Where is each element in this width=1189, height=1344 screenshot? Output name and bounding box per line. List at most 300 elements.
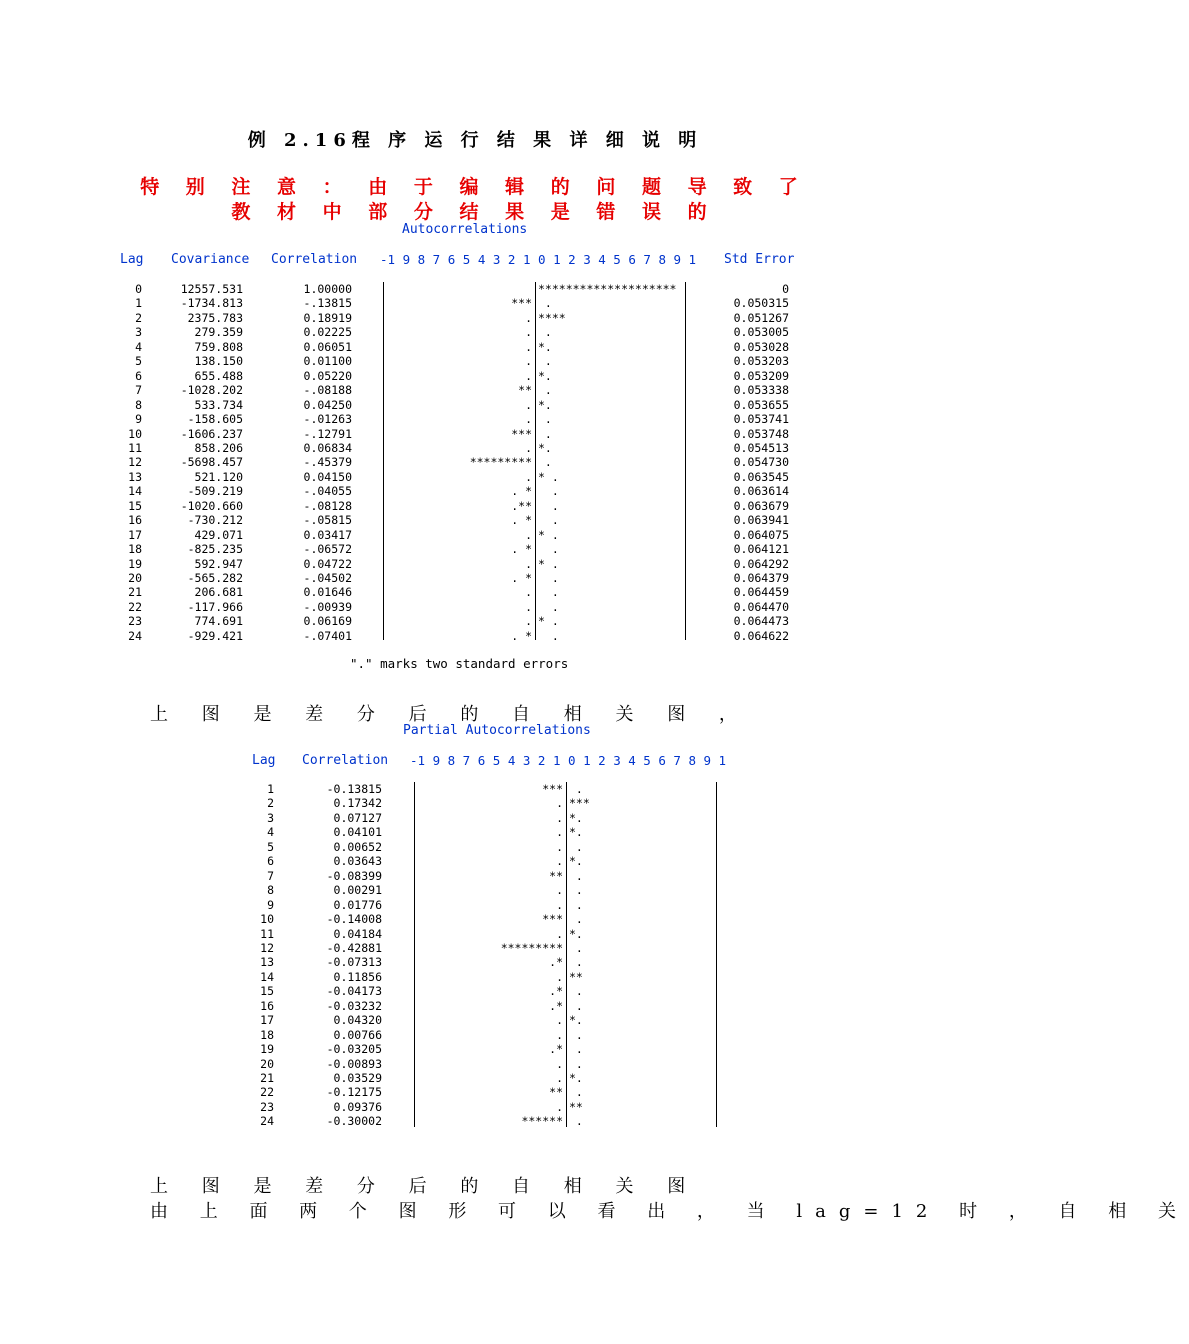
std-error-cell: 0.054513	[733, 440, 789, 455]
covariance-cell: -117.966	[187, 599, 243, 614]
negative-bar: **	[518, 383, 532, 398]
positive-bar: *.	[569, 1013, 583, 1028]
std-error-cell: 0.064292	[733, 556, 789, 571]
positive-bar: .	[538, 542, 559, 557]
table-row	[0, 528, 950, 543]
table-row	[0, 614, 950, 629]
table-row	[0, 484, 950, 499]
lag-cell: 1	[135, 296, 142, 311]
covariance-cell: -929.421	[187, 628, 243, 643]
correlation-cell: 0.03529	[333, 1071, 382, 1085]
lag-cell: 4	[267, 825, 274, 840]
correlation-cell: -0.13815	[326, 782, 382, 796]
lag-cell: 7	[267, 868, 274, 883]
positive-bar: .	[538, 354, 552, 369]
negative-bar: .	[525, 354, 532, 369]
lag-cell: 20	[128, 571, 142, 585]
correlation-cell: 0.04184	[333, 926, 382, 941]
negative-bar: .	[556, 1027, 563, 1042]
lag-cell: 22	[260, 1085, 274, 1100]
std-error-cell: 0.050315	[733, 296, 789, 311]
table-row	[0, 398, 950, 413]
positive-bar: * .	[538, 614, 559, 629]
correlation-cell: -.01263	[303, 412, 352, 427]
positive-bar: *.	[538, 440, 552, 455]
std-error-cell: 0.063545	[733, 469, 789, 484]
std-error-cell: 0.053741	[733, 412, 789, 427]
table-row	[0, 571, 950, 586]
acf-col-scale: -1 9 8 7 6 5 4 3 2 1 0 1 2 3 4 5 6 7 8 9 1	[380, 252, 697, 267]
std-error-cell: 0.064473	[733, 614, 789, 629]
table-row	[0, 796, 950, 811]
acf-col-correlation: Correlation	[271, 252, 358, 267]
table-row	[0, 311, 950, 326]
positive-bar: .	[569, 1085, 583, 1100]
lag-cell: 18	[260, 1027, 274, 1042]
negative-bar: ***	[542, 782, 563, 796]
covariance-cell: -509.219	[187, 484, 243, 499]
covariance-cell: 592.947	[194, 556, 243, 571]
acf-col-lag: Lag	[120, 252, 144, 267]
std-error-cell: 0.064470	[733, 599, 789, 614]
positive-bar: .	[538, 571, 559, 585]
negative-bar: .	[556, 897, 563, 912]
table-row	[0, 825, 950, 840]
correlation-cell: 0.01100	[303, 354, 352, 369]
covariance-cell: -1606.237	[180, 426, 243, 441]
correlation-cell: 0.03417	[303, 527, 352, 542]
positive-bar: *.	[569, 926, 583, 941]
negative-bar: .	[556, 810, 563, 825]
covariance-cell: 279.359	[194, 325, 243, 340]
correlation-cell: 0.02225	[303, 325, 352, 340]
lag-cell: 10	[128, 426, 142, 441]
table-row	[0, 941, 950, 956]
negative-bar: .	[556, 883, 563, 898]
lag-cell: 24	[260, 1114, 274, 1129]
negative-bar: .	[556, 839, 563, 854]
negative-bar: .	[556, 1071, 563, 1085]
table-row	[0, 927, 950, 942]
negative-bar: .	[525, 599, 532, 614]
correlation-cell: -0.04173	[326, 984, 382, 999]
correlation-cell: -0.12175	[326, 1085, 382, 1100]
table-row	[0, 999, 950, 1014]
positive-bar: .	[569, 1056, 583, 1071]
negative-bar: .	[525, 440, 532, 455]
positive-bar: .	[569, 940, 583, 955]
table-row	[0, 557, 950, 572]
lag-cell: 16	[128, 513, 142, 528]
positive-bar: .	[569, 897, 583, 912]
correlation-cell: 0.04150	[303, 469, 352, 484]
positive-bar: .	[538, 455, 552, 470]
negative-bar: .	[556, 825, 563, 840]
correlation-cell: 1.00000	[303, 282, 352, 296]
std-error-cell: 0.051267	[733, 310, 789, 325]
covariance-cell: -158.605	[187, 412, 243, 427]
std-error-cell: 0.063614	[733, 484, 789, 499]
lag-cell: 24	[128, 628, 142, 643]
std-error-cell: 0.053655	[733, 397, 789, 412]
lag-cell: 4	[135, 339, 142, 354]
paragraph-pacf-caption: 上 图 是 差 分 后 的 自 相 关 图	[150, 1176, 700, 1197]
positive-bar: .	[569, 912, 583, 927]
correlation-cell: -0.14008	[326, 912, 382, 927]
positive-bar: .	[538, 383, 552, 398]
covariance-cell: -825.235	[187, 542, 243, 557]
positive-bar: .	[538, 628, 559, 643]
negative-bar: .	[525, 585, 532, 600]
correlation-cell: 0.01776	[333, 897, 382, 912]
acf-heading: Autocorrelations	[402, 222, 528, 237]
correlation-cell: -.00939	[303, 599, 352, 614]
positive-bar: * .	[538, 556, 559, 571]
table-row	[0, 898, 950, 913]
correlation-cell: -0.30002	[326, 1114, 382, 1129]
covariance-cell: -730.212	[187, 513, 243, 528]
positive-bar: .	[538, 296, 552, 311]
negative-bar: .**	[511, 498, 532, 513]
table-row	[0, 912, 950, 927]
correlation-cell: 0.03643	[333, 854, 382, 869]
correlation-cell: -.07401	[303, 628, 352, 643]
negative-bar: .	[525, 412, 532, 427]
positive-bar: * .	[538, 527, 559, 542]
correlation-cell: -.05815	[303, 513, 352, 528]
covariance-cell: -1028.202	[180, 383, 243, 398]
acf-col-covariance: Covariance	[171, 252, 250, 267]
positive-bar: .	[569, 1042, 583, 1057]
covariance-cell: 774.691	[194, 614, 243, 629]
positive-bar: .	[538, 484, 559, 499]
std-error-cell: 0.053203	[733, 354, 789, 369]
positive-bar: .	[569, 839, 583, 854]
acf-col-std-error: Std Error	[724, 252, 795, 267]
std-error-cell: 0.053338	[733, 383, 789, 398]
table-row	[0, 955, 950, 970]
positive-bar: ********************	[538, 282, 677, 296]
positive-bar: *.	[569, 825, 583, 840]
correlation-cell: 0.04101	[333, 825, 382, 840]
negative-bar: .	[525, 397, 532, 412]
lag-cell: 18	[128, 542, 142, 557]
lag-cell: 11	[260, 926, 274, 941]
negative-bar: .	[556, 854, 563, 869]
covariance-cell: 858.206	[194, 440, 243, 455]
lag-cell: 15	[260, 984, 274, 999]
correlation-cell: 0.00652	[333, 839, 382, 854]
covariance-cell: 206.681	[194, 585, 243, 600]
positive-bar: .	[569, 883, 583, 898]
lag-cell: 0	[135, 282, 142, 296]
std-error-cell: 0.064075	[733, 527, 789, 542]
table-row	[0, 840, 950, 855]
table-row	[0, 811, 950, 826]
positive-bar: .	[538, 325, 552, 340]
std-error-cell: 0.064459	[733, 585, 789, 600]
positive-bar: *.	[538, 397, 552, 412]
negative-bar: ******	[521, 1114, 563, 1129]
table-row	[0, 470, 950, 485]
correlation-cell: 0.17342	[333, 796, 382, 811]
negative-bar: .	[525, 469, 532, 484]
lag-cell: 7	[135, 383, 142, 398]
std-error-cell: 0	[782, 282, 789, 296]
correlation-cell: 0.07127	[333, 810, 382, 825]
table-row	[0, 1071, 950, 1086]
table-row	[0, 1114, 950, 1129]
positive-bar: ****	[538, 310, 566, 325]
positive-bar: *.	[569, 854, 583, 869]
positive-bar: *.	[538, 368, 552, 383]
lag-cell: 13	[260, 955, 274, 970]
std-error-cell: 0.053748	[733, 426, 789, 441]
lag-cell: 23	[128, 614, 142, 629]
correlation-cell: 0.04250	[303, 397, 352, 412]
std-error-cell: 0.053028	[733, 339, 789, 354]
correlation-cell: 0.06834	[303, 440, 352, 455]
std-error-cell: 0.063679	[733, 498, 789, 513]
table-row	[0, 282, 950, 297]
table-row	[0, 383, 950, 398]
negative-bar: ***	[511, 426, 532, 441]
negative-bar: .	[525, 556, 532, 571]
lag-cell: 11	[128, 440, 142, 455]
table-row	[0, 499, 950, 514]
correlation-cell: -.08188	[303, 383, 352, 398]
covariance-cell: 521.120	[194, 469, 243, 484]
correlation-cell: 0.04722	[303, 556, 352, 571]
lag-cell: 10	[260, 912, 274, 927]
negative-bar: .	[556, 1056, 563, 1071]
table-row	[0, 1013, 950, 1028]
negative-bar: . *	[511, 484, 532, 499]
negative-bar: *********	[500, 940, 563, 955]
table-row	[0, 629, 950, 644]
correlation-cell: -.13815	[303, 296, 352, 311]
table-row	[0, 412, 950, 427]
negative-bar: ***	[511, 296, 532, 311]
negative-bar: . *	[511, 628, 532, 643]
negative-bar: . *	[511, 542, 532, 557]
correlation-cell: -.04055	[303, 484, 352, 499]
negative-bar: *********	[469, 455, 532, 470]
paragraph-conclusion: 由 上 面 两 个 图 形 可 以 看 出 ， 当 lag=12 时 ， 自 相 关	[150, 1201, 1189, 1222]
positive-bar: .	[569, 955, 583, 970]
negative-bar: .*	[549, 955, 563, 970]
table-row	[0, 1057, 950, 1072]
table-row	[0, 1028, 950, 1043]
pacf-heading: Partial Autocorrelations	[403, 723, 591, 738]
positive-bar: .	[538, 585, 559, 600]
lag-cell: 15	[128, 498, 142, 513]
negative-bar: .	[556, 1099, 563, 1114]
correlation-cell: 0.06169	[303, 614, 352, 629]
table-row	[0, 984, 950, 999]
lag-cell: 14	[260, 969, 274, 984]
correlation-cell: -0.42881	[326, 940, 382, 955]
table-row	[0, 369, 950, 384]
covariance-cell: -1734.813	[180, 296, 243, 311]
table-row	[0, 585, 950, 600]
correlation-cell: -0.07313	[326, 955, 382, 970]
lag-cell: 20	[260, 1056, 274, 1071]
negative-bar: .	[525, 527, 532, 542]
negative-bar: .	[556, 1013, 563, 1028]
document-title: 例 2.16程 序 运 行 结 果 详 细 说 明	[247, 130, 703, 151]
correlation-cell: -0.08399	[326, 868, 382, 883]
negative-bar: . *	[511, 513, 532, 528]
table-row	[0, 354, 950, 369]
positive-bar: * .	[538, 469, 559, 484]
table-row	[0, 455, 950, 470]
negative-bar: . *	[511, 571, 532, 585]
negative-bar: .	[525, 310, 532, 325]
positive-bar: **	[569, 1099, 583, 1114]
table-row	[0, 296, 950, 311]
positive-bar: .	[569, 998, 583, 1013]
covariance-cell: -565.282	[187, 571, 243, 585]
lag-cell: 22	[128, 599, 142, 614]
table-row	[0, 1085, 950, 1100]
positive-bar: .	[538, 498, 559, 513]
lag-cell: 5	[267, 839, 274, 854]
table-row	[0, 1042, 950, 1057]
positive-bar: *.	[538, 339, 552, 354]
covariance-cell: 12557.531	[180, 282, 243, 296]
positive-bar: .	[538, 513, 559, 528]
covariance-cell: 138.150	[194, 354, 243, 369]
positive-bar: *.	[569, 810, 583, 825]
table-row	[0, 325, 950, 340]
table-row	[0, 869, 950, 884]
positive-bar: .	[569, 782, 583, 796]
covariance-cell: 533.734	[194, 397, 243, 412]
correlation-cell: 0.00766	[333, 1027, 382, 1042]
pacf-col-lag: Lag	[252, 753, 276, 768]
lag-cell: 9	[267, 897, 274, 912]
lag-cell: 3	[135, 325, 142, 340]
correlation-cell: -0.03232	[326, 998, 382, 1013]
correlation-cell: 0.09376	[333, 1099, 382, 1114]
lag-cell: 12	[128, 455, 142, 470]
covariance-cell: -5698.457	[180, 455, 243, 470]
editing-error-notice: 特 别 注 意 ： 由 于 编 辑 的 问 题 导 致 了 教 材 中 部 分 结 果 是 错 误 的	[140, 176, 808, 223]
positive-bar: .	[569, 1027, 583, 1042]
lag-cell: 19	[128, 556, 142, 571]
correlation-cell: -.06572	[303, 542, 352, 557]
table-row	[0, 1100, 950, 1115]
correlation-cell: 0.11856	[333, 969, 382, 984]
lag-cell: 8	[135, 397, 142, 412]
lag-cell: 2	[267, 796, 274, 811]
lag-cell: 19	[260, 1042, 274, 1057]
negative-bar: **	[549, 868, 563, 883]
correlation-cell: -0.03205	[326, 1042, 382, 1057]
negative-bar: .	[525, 339, 532, 354]
lag-cell: 9	[135, 412, 142, 427]
table-row	[0, 854, 950, 869]
table-row	[0, 600, 950, 615]
pacf-col-scale: -1 9 8 7 6 5 4 3 2 1 0 1 2 3 4 5 6 7 8 9 1	[410, 753, 727, 768]
lag-cell: 17	[128, 527, 142, 542]
std-error-cell: 0.053209	[733, 368, 789, 383]
lag-cell: 14	[128, 484, 142, 499]
paragraph-acf-caption: 上 图 是 差 分 后 的 自 相 关 图 ，	[150, 704, 751, 725]
negative-bar: ***	[542, 912, 563, 927]
lag-cell: 17	[260, 1013, 274, 1028]
correlation-cell: 0.04320	[333, 1013, 382, 1028]
table-row	[0, 970, 950, 985]
negative-bar: .	[556, 796, 563, 811]
lag-cell: 13	[128, 469, 142, 484]
correlation-cell: -.12791	[303, 426, 352, 441]
positive-bar: .	[538, 599, 559, 614]
lag-cell: 23	[260, 1099, 274, 1114]
table-row	[0, 542, 950, 557]
correlation-cell: -.08128	[303, 498, 352, 513]
positive-bar: .	[538, 412, 552, 427]
lag-cell: 2	[135, 310, 142, 325]
correlation-cell: -.04502	[303, 571, 352, 585]
acf-footnote: "." marks two standard errors	[350, 656, 569, 671]
correlation-cell: 0.00291	[333, 883, 382, 898]
positive-bar: .	[569, 1114, 583, 1129]
lag-cell: 12	[260, 940, 274, 955]
negative-bar: .	[525, 614, 532, 629]
positive-bar: *.	[569, 1071, 583, 1085]
positive-bar: .	[569, 868, 583, 883]
lag-cell: 21	[128, 585, 142, 600]
table-row	[0, 340, 950, 355]
positive-bar: .	[538, 426, 552, 441]
negative-bar: .*	[549, 998, 563, 1013]
std-error-cell: 0.053005	[733, 325, 789, 340]
lag-cell: 1	[267, 782, 274, 796]
lag-cell: 3	[267, 810, 274, 825]
pacf-col-correlation: Correlation	[302, 753, 389, 768]
negative-bar: .	[525, 325, 532, 340]
correlation-cell: 0.01646	[303, 585, 352, 600]
negative-bar: .*	[549, 1042, 563, 1057]
std-error-cell: 0.064379	[733, 571, 789, 585]
negative-bar: .	[525, 368, 532, 383]
table-row	[0, 441, 950, 456]
std-error-cell: 0.054730	[733, 455, 789, 470]
lag-cell: 21	[260, 1071, 274, 1085]
lag-cell: 6	[135, 368, 142, 383]
correlation-cell: 0.05220	[303, 368, 352, 383]
covariance-cell: 655.488	[194, 368, 243, 383]
lag-cell: 6	[267, 854, 274, 869]
lag-cell: 16	[260, 998, 274, 1013]
table-row	[0, 427, 950, 442]
positive-bar: .	[569, 984, 583, 999]
lag-cell: 8	[267, 883, 274, 898]
table-row	[0, 782, 950, 797]
table-row	[0, 883, 950, 898]
std-error-cell: 0.064622	[733, 628, 789, 643]
correlation-cell: -.45379	[303, 455, 352, 470]
std-error-cell: 0.063941	[733, 513, 789, 528]
covariance-cell: 759.808	[194, 339, 243, 354]
covariance-cell: 429.071	[194, 527, 243, 542]
lag-cell: 5	[135, 354, 142, 369]
table-row	[0, 513, 950, 528]
positive-bar: **	[569, 969, 583, 984]
std-error-cell: 0.064121	[733, 542, 789, 557]
